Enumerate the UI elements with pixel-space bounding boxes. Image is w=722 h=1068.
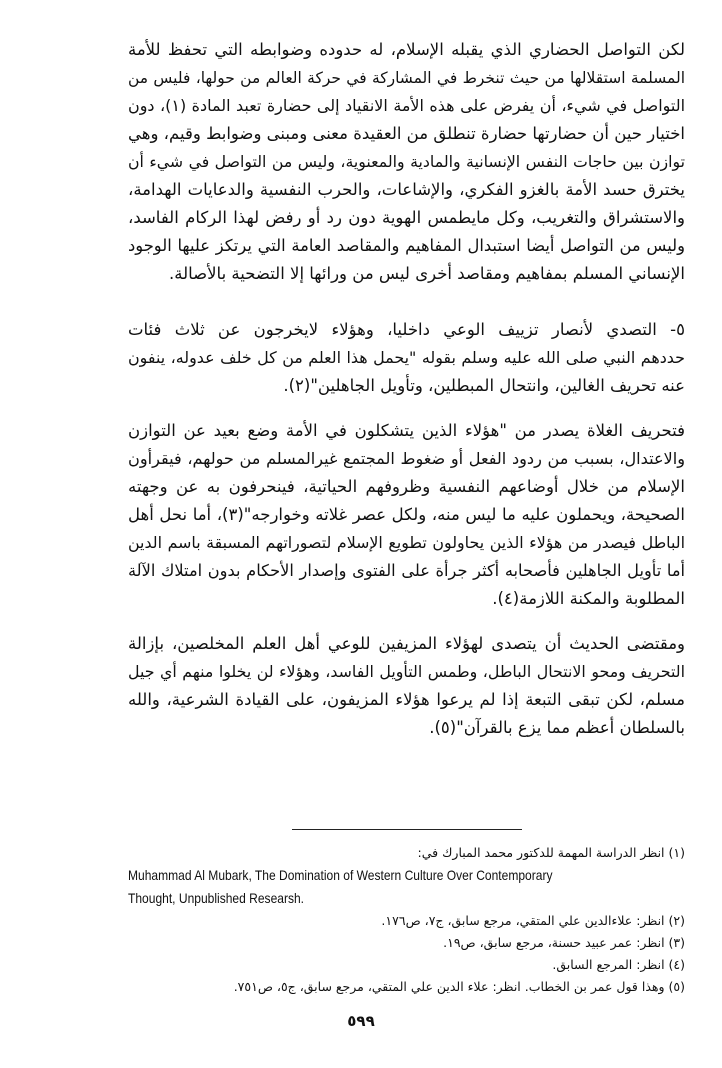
text-line: مسلم، لكن تبقى التبعة إذا لم يرعوا هؤلاء المزيفون، على القيادة الشرعية، والله	[128, 690, 685, 709]
text-line: لكن التواصل الحضاري الذي يقبله الإسلام، له حدوده وضوابطه التي تحفظ للأمة	[128, 40, 685, 59]
text-line: والاستشراق والتغريب، وكل مايطمس الهوية دون رد أو رفض لهذا الركام الفاسد،	[128, 208, 685, 227]
text-line: الإسلام من خلال أوضاعهم النفسية وظروفهم الحياتية، فينحرفون به عن وجهته	[128, 477, 685, 496]
footnote-5: (٥) وهذا قول عمر بن الخطاب. انظر: علاء الدين علي المتقي، مرجع سابق، ج٥، ص٧٥١.	[233, 979, 685, 994]
footnote-divider	[292, 829, 522, 830]
footnotes	[128, 842, 685, 998]
footnote-3: (٣) انظر: عمر عبيد حسنة، مرجع سابق، ص١٩.	[443, 935, 685, 950]
text-line: المسلمة استقلالها من حيث تنخرط في المشاركة في حركة العالم من حولها، فليس من	[128, 69, 685, 87]
footnote-2: (٢) انظر: علاءالدين علي المتقي، مرجع سابق، ج٧، ص١٧٦.	[381, 913, 685, 928]
text-line: اختيار حين أن حضارتها حضارة تنطلق من العقيدة معنى ومبنى وضوابط وقيم، وهي	[128, 124, 685, 143]
text-line: المطلوبة والمكنة اللازمة(٤).	[492, 589, 685, 608]
footnote-1: (١) انظر الدراسة المهمة للدكتور محمد المبارك في:	[417, 845, 685, 860]
footnote-1-english-line-2: Thought, Unpublished Researsh.	[128, 890, 305, 906]
text-line: عنه تحريف الغالين، وانتحال المبطلين، وتأويل الجاهلين"(٢).	[283, 376, 685, 395]
paragraph-point-five	[128, 316, 685, 400]
text-line: وليس من التواصل أيضا استبدال المفاهيم والمقاصد العامة التي يرتكز عليها الوجود	[128, 236, 685, 255]
text-line: توازن بين حاجات النفس الإنسانية والمادية والمعنوية، وليس من التواصل في شيء أن	[128, 152, 685, 171]
text-line: الإنساني المسلم بمفاهيم ومقاصد أخرى ليس من ورائها إلا التضحية بالأصالة.	[168, 264, 685, 283]
text-line: فتحريف الغلاة يصدر من "هؤلاء الذين يتشكلون في الأمة وضع بعيد عن التوازن	[128, 421, 685, 440]
text-line: الباطل فيصدر من هؤلاء الذين يحاولون تطويع الإسلام لتصوراتهم المسبقة باسم الدين	[128, 533, 685, 552]
paragraph-distortion	[128, 417, 685, 613]
text-line: يخترق حسد الأمة بالغزو الفكري، والإشاعات، والحرب النفسية والدعايات الهدامة،	[128, 180, 685, 199]
text-line: التحريف ومحو الانتحال الباطل، وطمس التأويل الفاسد، وهؤلاء لن يخلوا منهم أي جيل	[128, 662, 685, 681]
paragraph-cultural-exchange	[128, 36, 685, 288]
text-line: ومقتضى الحديث أن يتصدى لهؤلاء المزيفين للوعي أهل العلم المخلصين، بإزالة	[128, 634, 685, 653]
footnote-1-english-line-1: Muhammad Al Mubark, The Domination of Western Culture Over Contemporary	[128, 867, 553, 883]
text-line: الصحيحة، ويحملون عليه ما ليس منه، ولكل عصر غلاته وخوارجه"(٣)، أما نحل أهل	[128, 505, 685, 524]
page-number: ٥٩٩	[347, 1012, 375, 1030]
paragraph-conclusion	[128, 630, 685, 742]
text-line: حددهم النبي صلى الله عليه وسلم بقوله "يحمل هذا العلم من كل خلف عدوله، ينفون	[128, 348, 685, 367]
footnote-4: (٤) انظر: المرجع السابق.	[552, 957, 685, 972]
text-line: التواصل في شيء، أن يفرض على هذه الأمة الانقياد إلى حضارة تعبد المادة (١)، دون	[128, 96, 685, 115]
text-line: والاعتدال، بسبب من ردود الفعل أو ضغوط المجتمع غيرالمسلم من حولهم، فيقرأون	[128, 449, 685, 468]
text-line: بالسلطان أعظم مما يزع بالقرآن"(٥).	[429, 718, 685, 737]
text-line: ٥- التصدي لأنصار تزييف الوعي داخليا، وهؤلاء لايخرجون عن ثلاث فئات	[128, 320, 685, 339]
text-line: أما تأويل الجاهلين فأصحابه أكثر جرأة على الفتوى وإصدار الأحكام بدون امتلاك الآلة	[128, 561, 685, 580]
